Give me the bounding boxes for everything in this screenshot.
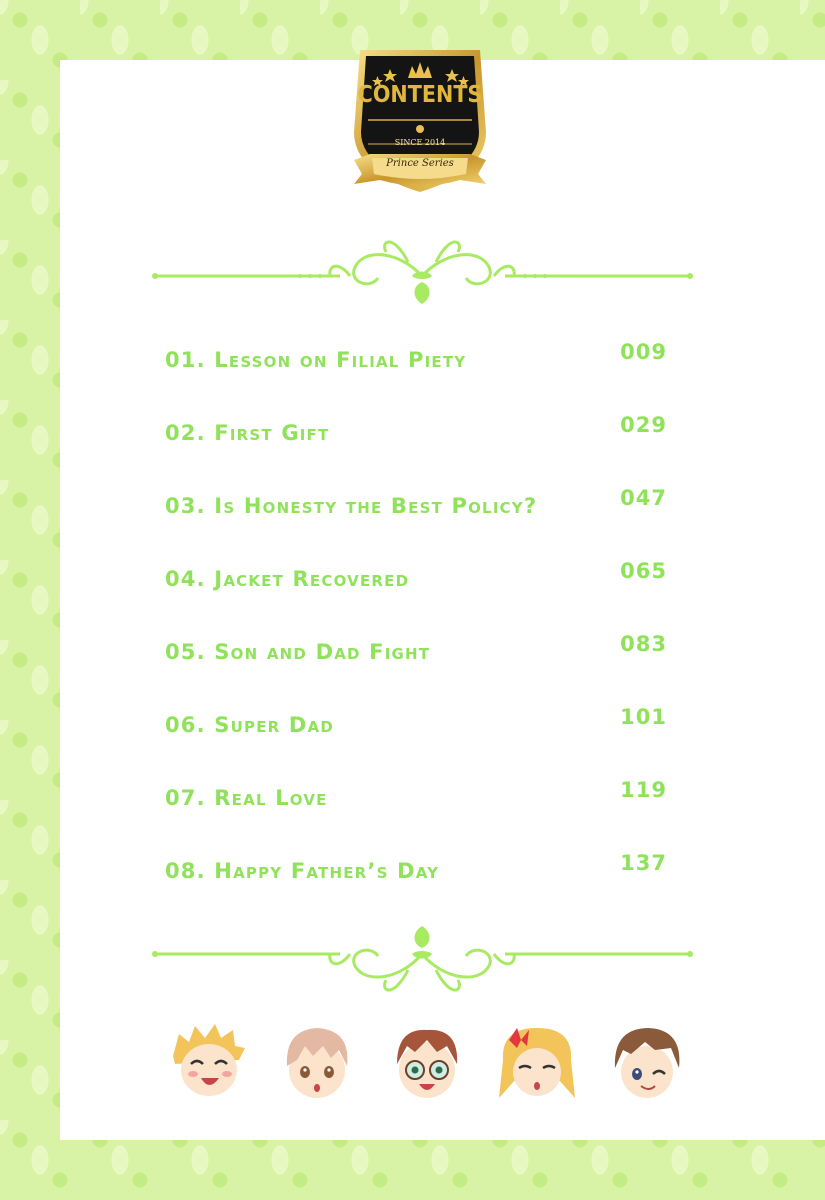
contents-page (60, 60, 825, 1140)
shield-icon (350, 42, 490, 212)
toc-item[interactable] (165, 705, 685, 745)
chapter-title: 07. Real Love (165, 786, 328, 810)
toc-item[interactable] (165, 340, 685, 380)
light-brown-hair-boy-face-icon (275, 1020, 359, 1104)
chapter-page-number: 119 (620, 778, 667, 802)
chapter-page-number: 029 (620, 413, 667, 437)
chapter-title: 08. Happy Father’s Day (165, 859, 440, 883)
brown-hair-man-winking-face-icon (605, 1020, 689, 1104)
chapter-page-number: 137 (620, 851, 667, 875)
chapter-page-number: 065 (620, 559, 667, 583)
chapter-title: 06. Super Dad (165, 713, 335, 737)
chapter-title: 02. First Gift (165, 421, 330, 445)
chapter-title: 04. Jacket Recovered (165, 567, 410, 591)
chapter-page-number: 009 (620, 340, 667, 364)
contents-title: CONTENTS (357, 82, 483, 108)
contents-badge (350, 42, 490, 212)
boy-with-glasses-face-icon (385, 1020, 469, 1104)
toc-item[interactable] (165, 413, 685, 453)
blond-boy-laughing-face-icon (165, 1020, 249, 1104)
chapter-title: 01. Lesson on Filial Piety (165, 348, 467, 372)
chapter-title: 05. Son and Dad Fight (165, 640, 431, 664)
chapter-page-number: 047 (620, 486, 667, 510)
chapter-title: 03. Is Honesty the Best Policy? (165, 494, 538, 518)
toc-item[interactable] (165, 559, 685, 599)
series-label: Prince Series (386, 158, 454, 169)
toc-item[interactable] (165, 486, 685, 526)
toc-item[interactable] (165, 778, 685, 818)
chapter-page-number: 101 (620, 705, 667, 729)
toc-item[interactable] (165, 851, 685, 891)
since-label: SINCE 2014 (394, 138, 446, 147)
blonde-girl-with-bow-face-icon (495, 1020, 579, 1104)
chapter-page-number: 083 (620, 632, 667, 656)
bottom-flourish-ornament (150, 922, 695, 1002)
toc-item[interactable] (165, 632, 685, 672)
character-faces-row (165, 1020, 705, 1110)
top-flourish-ornament (150, 232, 695, 312)
